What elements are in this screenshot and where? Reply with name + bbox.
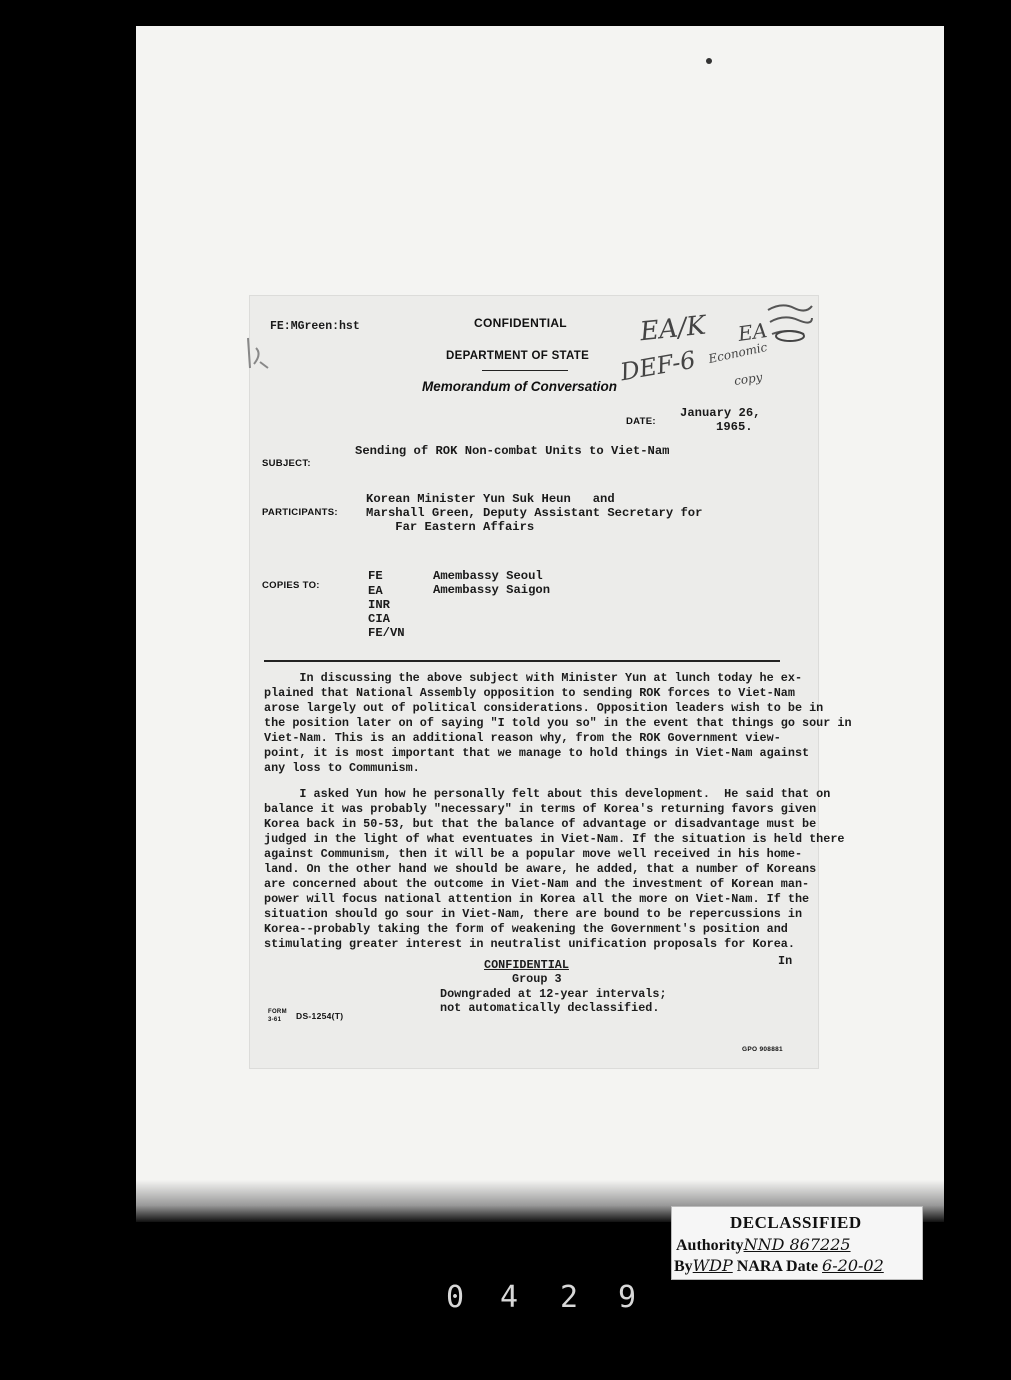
frame-digit-2: 4 (500, 1280, 519, 1315)
department-rule (482, 370, 568, 371)
body-p1-line-1: In discussing the above subject with Minister Yun at lunch today he ex- (264, 671, 803, 685)
memo-title: Memorandum of Conversation (422, 379, 618, 394)
stamp-by-line (674, 1256, 884, 1276)
body-p2-line-9: situation should go sour in Viet-Nam, there are bound to be repercussions in (264, 907, 803, 921)
body-p2-line-5: against Communism, then it will be a popular move well received in his home- (264, 847, 803, 861)
body-p2-line-4: judged in the light of what eventuates in Viet-Nam. If the situation is held there (264, 832, 845, 846)
body-p2-line-2: balance it was probably "necessary" in terms of Korea's returning favors given (264, 802, 817, 816)
body-p2-line-7: are concerned about the outcome in Viet-Nam and the investment of Korean man- (264, 877, 810, 891)
body-p2-line-1: I asked Yun how he personally felt about this development. He said that on (264, 787, 831, 801)
body-p1-line-4: the position later on of saying "I told you so" in the event that things go sour in (264, 716, 852, 730)
participants-label: PARTICIPANTS: (262, 507, 338, 518)
copy-recipient-cia: CIA (368, 612, 390, 626)
body-p2-line-6: land. On the other hand we should be aware, he added, that a number of Koreans (264, 862, 817, 876)
stamp-by-label: By (674, 1258, 693, 1275)
margin-mark-icon (242, 334, 272, 374)
frame-digit-1: 0 (446, 1280, 465, 1315)
participants-line-2: Marshall Green, Deputy Assistant Secretary for (366, 506, 703, 520)
date-value-line-2: 1965. (716, 420, 753, 434)
form-number: DS-1254(T) (296, 1011, 344, 1021)
body-p2-line-10: Korea--probably taking the form of weakening the Government's position and (264, 922, 788, 936)
footer-classification: CONFIDENTIAL (484, 958, 569, 972)
copy-recipient-ea: EA (368, 584, 383, 598)
stamp-title: DECLASSIFIED (730, 1213, 862, 1232)
frame-digit-3: 2 (560, 1280, 579, 1315)
stamp-authority-line (676, 1235, 851, 1255)
date-label: DATE: (626, 416, 656, 427)
participants-line-3: Far Eastern Affairs (366, 520, 535, 534)
body-p2-line-3: Korea back in 50-53, but that the balance of advantage or disadvantage must be (264, 817, 817, 831)
copy-recipient-fe: FE (368, 569, 383, 583)
copy-recipient-fevn: FE/VN (368, 626, 405, 640)
gpo-number: GPO 908881 (742, 1046, 783, 1053)
drafter-line: FE:MGreen:hst (270, 320, 360, 333)
footer-group: Group 3 (512, 972, 562, 986)
date-value-line-1: January 26, (680, 406, 761, 420)
stamp-by-value: WDP (692, 1256, 733, 1275)
stamp-nara-label: NARA Date (736, 1258, 819, 1275)
stamp-nara-value: 6-20-02 (822, 1256, 884, 1275)
footer-downgrade-line-1: Downgraded at 12-year intervals; (440, 987, 667, 1001)
body-p1-line-6: point, it is most important that we manage to hold things in Viet-Nam against (264, 746, 810, 760)
subject-label: SUBJECT: (262, 458, 311, 469)
body-p1-line-7: any loss to Communism. (264, 761, 420, 775)
body-separator (264, 660, 780, 662)
copies-to-label: COPIES TO: (262, 580, 320, 591)
form-date: 3-61 (268, 1017, 282, 1023)
body-p2-line-8: power will focus national attention in Korea all the more on Viet-Nam. If the (264, 892, 810, 906)
footer-downgrade-line-2: not automatically declassified. (440, 1001, 660, 1015)
subject-value: Sending of ROK Non-combat Units to Viet-Nam (355, 444, 670, 458)
continued-marker: In (778, 954, 793, 968)
department-title: DEPARTMENT OF STATE (446, 350, 590, 362)
ink-speck (706, 58, 712, 64)
copy-recipient-seoul: Amembassy Seoul (433, 569, 543, 583)
stamp-authority-label: Authority (676, 1237, 744, 1254)
body-p1-line-5: Viet-Nam. This is an additional reason why, from the ROK Government view- (264, 731, 781, 745)
handwritten-note-copy: copy (733, 370, 764, 388)
stamp-authority-value: NND 867225 (743, 1235, 851, 1254)
body-p1-line-2: plained that National Assembly opposition to sending ROK forces to Viet-Nam (264, 686, 795, 700)
classification-header: CONFIDENTIAL (474, 316, 567, 330)
handwritten-note-economic: Economic (707, 339, 769, 367)
participants-line-1: Korean Minister Yun Suk Heun and (366, 492, 615, 506)
copy-recipient-saigon: Amembassy Saigon (433, 583, 551, 597)
handwritten-file-code-eak: EA/K (638, 310, 708, 348)
body-p1-line-3: arose largely out of political considerations. Opposition leaders wish to be in (264, 701, 824, 715)
frame-digit-4: 9 (618, 1280, 637, 1315)
form-label: FORM (268, 1009, 287, 1015)
handwritten-file-code-ea: EA (736, 318, 769, 346)
copy-recipient-inr: INR (368, 598, 390, 612)
declassified-stamp (671, 1206, 923, 1280)
body-p2-line-11: stimulating greater interest in neutralist unification proposals for Korea. (264, 937, 795, 951)
handwritten-file-code-def: DEF-6 (618, 345, 698, 387)
handwritten-scribble-icon (764, 300, 814, 348)
